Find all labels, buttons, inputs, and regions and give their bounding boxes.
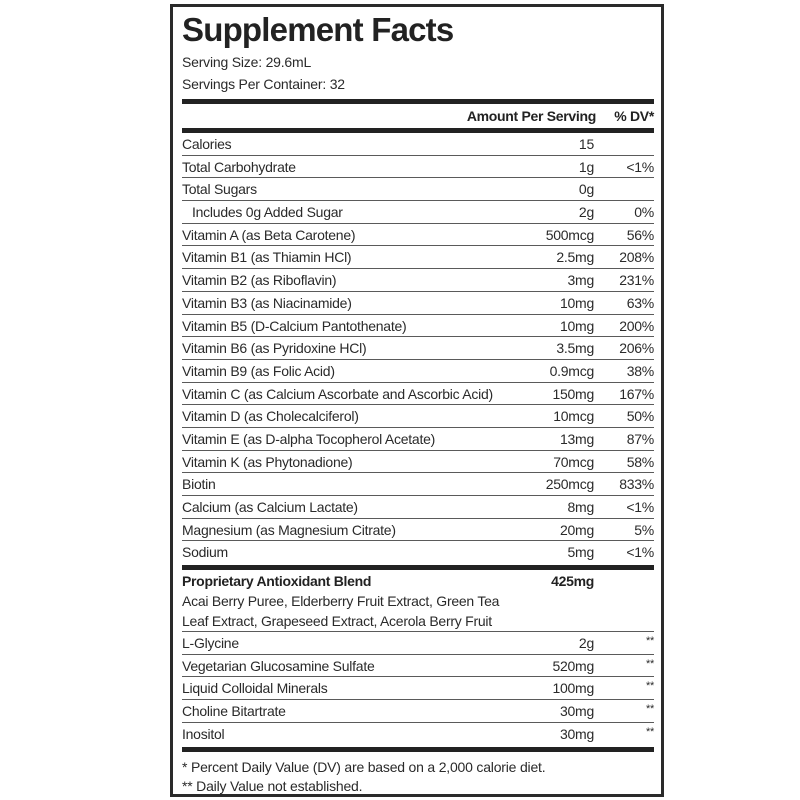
nutrient-name: Vitamin B9 (as Folic Acid) xyxy=(182,362,335,379)
nutrient-amount: 3mg xyxy=(567,272,594,289)
nutrient-amount: 150mg xyxy=(552,385,594,402)
blend-name: Proprietary Antioxidant Blend xyxy=(182,573,372,589)
nutrient-row-total-carbohydrate xyxy=(182,156,654,179)
blend-amount: 425mg xyxy=(551,573,594,589)
servings-per-container: Servings Per Container: 32 xyxy=(182,76,345,92)
nutrient-name: Total Carbohydrate xyxy=(182,158,296,175)
nutrient-name: Calcium (as Calcium Lactate) xyxy=(182,499,358,515)
nutrient-row-vitamin-b3 xyxy=(182,292,654,315)
ingredient-amount: 100mg xyxy=(552,680,594,697)
nutrient-row-magnesium xyxy=(182,519,654,542)
nutrient-amount: 2.5mg xyxy=(556,249,594,266)
nutrient-name: Vitamin B3 (as Niacinamide) xyxy=(182,294,352,311)
nutrient-dv: <1% xyxy=(626,158,654,175)
ingredient-dv: ** xyxy=(645,725,654,738)
nutrient-amount: 3.5mg xyxy=(556,340,594,357)
nutrient-table xyxy=(182,133,654,564)
nutrient-dv: 0% xyxy=(634,204,654,221)
ingredient-name: Liquid Colloidal Minerals xyxy=(182,680,328,697)
ingredient-name: Choline Bitartrate xyxy=(182,703,286,720)
blend-ingredients: Acai Berry Puree, Elderberry Fruit Extract, Green Tea Leaf Extract, Grapeseed Extract, Acerola Berry Fruit xyxy=(182,593,500,629)
nutrient-amount: 5mg xyxy=(567,544,594,561)
nutrient-name: Biotin xyxy=(182,476,216,493)
nutrient-name: Vitamin B1 (as Thiamin HCl) xyxy=(182,249,352,266)
nutrient-row-added-sugar xyxy=(182,201,654,224)
nutrient-row-biotin xyxy=(182,473,654,496)
footnote-not-established: ** Daily Value not established. xyxy=(182,778,363,794)
proprietary-blend xyxy=(182,570,654,632)
nutrient-row-vitamin-b2 xyxy=(182,269,654,292)
nutrient-amount: 13mg xyxy=(559,430,594,447)
nutrient-dv: 833% xyxy=(619,476,654,493)
nutrient-row-vitamin-b9 xyxy=(182,360,654,383)
nutrient-dv: 56% xyxy=(626,226,654,243)
nutrient-row-vitamin-k xyxy=(182,451,654,474)
nutrient-amount: 8mg xyxy=(567,499,594,515)
ingredient-dv: ** xyxy=(645,657,654,670)
thick-divider xyxy=(182,747,654,752)
nutrient-amount: 250mcg xyxy=(545,476,594,493)
nutrient-dv: <1% xyxy=(626,544,654,561)
nutrient-dv: 87% xyxy=(626,430,654,447)
nutrient-dv: 38% xyxy=(626,362,654,379)
nutrient-dv: 50% xyxy=(626,408,654,425)
nutrient-name: Vitamin B5 (D-Calcium Pantothenate) xyxy=(182,317,407,334)
nutrient-name: Vitamin B2 (as Riboflavin) xyxy=(182,272,337,289)
ingredient-row-glucosamine xyxy=(182,655,654,678)
nutrient-row-vitamin-c xyxy=(182,383,654,406)
nutrient-amount: 1g xyxy=(578,158,594,175)
nutrient-amount: 0.9mcg xyxy=(549,362,594,379)
ingredient-dv: ** xyxy=(645,703,654,716)
nutrient-dv: 63% xyxy=(626,294,654,311)
nutrient-amount: 500mcg xyxy=(545,226,594,243)
nutrient-name: Vitamin E (as D-alpha Tocopherol Acetate) xyxy=(182,430,436,447)
ingredient-row-l-glycine xyxy=(182,632,654,655)
nutrient-name: Vitamin K (as Phytonadione) xyxy=(182,453,353,470)
ingredient-amount: 30mg xyxy=(559,703,594,720)
nutrient-name: Vitamin D (as Cholecalciferol) xyxy=(182,408,359,425)
nutrient-amount: 20mg xyxy=(559,521,594,538)
nutrient-row-calcium xyxy=(182,496,654,519)
nutrient-amount: 10mg xyxy=(559,317,594,334)
nutrient-row-calories xyxy=(182,133,654,156)
nutrient-dv: 206% xyxy=(619,340,654,357)
ingredient-row-choline-bitartrate xyxy=(182,700,654,723)
nutrient-amount: 0g xyxy=(578,181,594,198)
column-header-amount: Amount Per Serving xyxy=(466,108,596,124)
ingredient-name: L-Glycine xyxy=(182,635,239,651)
nutrient-dv: 167% xyxy=(619,385,654,402)
panel-inner xyxy=(182,7,654,794)
nutrient-dv: 5% xyxy=(634,521,654,538)
thick-divider xyxy=(182,99,654,104)
ingredient-dv: ** xyxy=(645,680,654,693)
nutrient-amount: 15 xyxy=(578,136,594,152)
panel-title: Supplement Facts xyxy=(182,11,454,48)
other-ingredients-table xyxy=(182,632,654,745)
nutrient-name: Vitamin C (as Calcium Ascorbate and Ascorbic Acid) xyxy=(182,385,493,402)
ingredient-dv: ** xyxy=(645,635,654,647)
nutrient-amount: 70mcg xyxy=(553,453,594,470)
nutrient-dv: 208% xyxy=(619,249,654,266)
nutrient-row-total-sugars xyxy=(182,178,654,201)
ingredient-name: Vegetarian Glucosamine Sulfate xyxy=(182,657,375,674)
ingredient-row-inositol xyxy=(182,723,654,746)
footnote-dv: * Percent Daily Value (DV) are based on a 2,000 calorie diet. xyxy=(182,759,546,775)
nutrient-row-vitamin-b6 xyxy=(182,337,654,360)
nutrient-dv: 231% xyxy=(619,272,654,289)
supplement-facts-panel xyxy=(170,4,664,797)
ingredient-amount: 2g xyxy=(578,635,594,651)
nutrient-dv: <1% xyxy=(626,499,654,515)
nutrient-name: Total Sugars xyxy=(182,181,257,198)
nutrient-row-vitamin-e xyxy=(182,428,654,451)
nutrient-name: Vitamin B6 (as Pyridoxine HCl) xyxy=(182,340,367,357)
column-header-dv: % DV* xyxy=(614,108,654,124)
nutrient-dv: 200% xyxy=(619,317,654,334)
nutrient-amount: 10mg xyxy=(559,294,594,311)
nutrient-amount: 10mcg xyxy=(553,408,594,425)
nutrient-row-sodium xyxy=(182,541,654,564)
nutrient-row-vitamin-b5 xyxy=(182,315,654,338)
nutrient-name: Vitamin A (as Beta Carotene) xyxy=(182,226,356,243)
nutrient-name: Sodium xyxy=(182,544,228,561)
nutrient-name: Magnesium (as Magnesium Citrate) xyxy=(182,521,396,538)
nutrient-amount: 2g xyxy=(578,204,594,221)
nutrient-dv: 58% xyxy=(626,453,654,470)
serving-size: Serving Size: 29.6mL xyxy=(182,54,312,70)
ingredient-name: Inositol xyxy=(182,725,225,742)
nutrient-row-vitamin-a xyxy=(182,224,654,247)
ingredient-amount: 520mg xyxy=(552,657,594,674)
ingredient-row-colloidal-minerals xyxy=(182,677,654,700)
nutrient-row-vitamin-d xyxy=(182,405,654,428)
ingredient-amount: 30mg xyxy=(559,725,594,742)
nutrient-name: Calories xyxy=(182,136,232,152)
nutrient-row-vitamin-b1 xyxy=(182,246,654,269)
nutrient-name: Includes 0g Added Sugar xyxy=(192,204,343,221)
